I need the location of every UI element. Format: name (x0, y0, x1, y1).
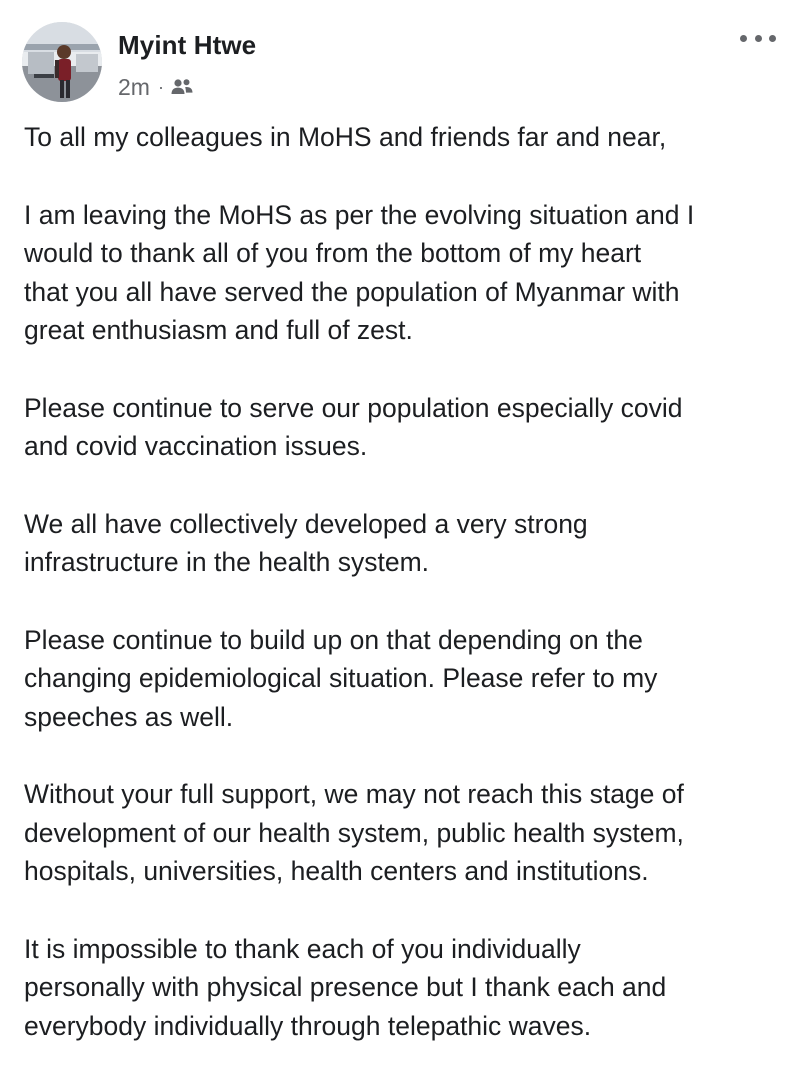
avatar[interactable] (22, 22, 102, 102)
post-paragraph: I am leaving the MoHS as per the evolving situation and I would to thank all of you from the bottom of my heart that you all have served the population of Myanmar with great enthusiasm and full of zest. (24, 199, 695, 345)
post-paragraph: Please continue to serve our population especially covid and covid vaccination issues. (24, 392, 683, 461)
author-name[interactable]: Myint Htwe (118, 30, 257, 60)
meta-separator: · (157, 76, 164, 97)
post-paragraph: Without your full support, we may not reach this stage of development of our health system, public health system, hospitals, universities, health centers and institutions. (24, 779, 684, 886)
post-body (24, 118, 784, 1045)
post-time[interactable]: 2m (118, 73, 150, 100)
post-paragraph: It is impossible to thank each of you individually personally with physical presence but I thank each and everybody individually through telepathic waves. (24, 933, 667, 1041)
post-header (22, 22, 782, 106)
post-meta (118, 72, 194, 102)
post-paragraph: We all have collectively developed a very strong infrastructure in the health system. (24, 508, 588, 577)
post-paragraph: To all my colleagues in MoHS and friends far and near, (24, 122, 667, 152)
friends-icon[interactable] (170, 77, 194, 97)
avatar-photo (22, 22, 102, 102)
post-paragraph: Please continue to build up on that depending on the changing epidemiological situation. Please refer to my speeches as well. (24, 624, 658, 732)
more-options-icon[interactable] (740, 28, 776, 48)
